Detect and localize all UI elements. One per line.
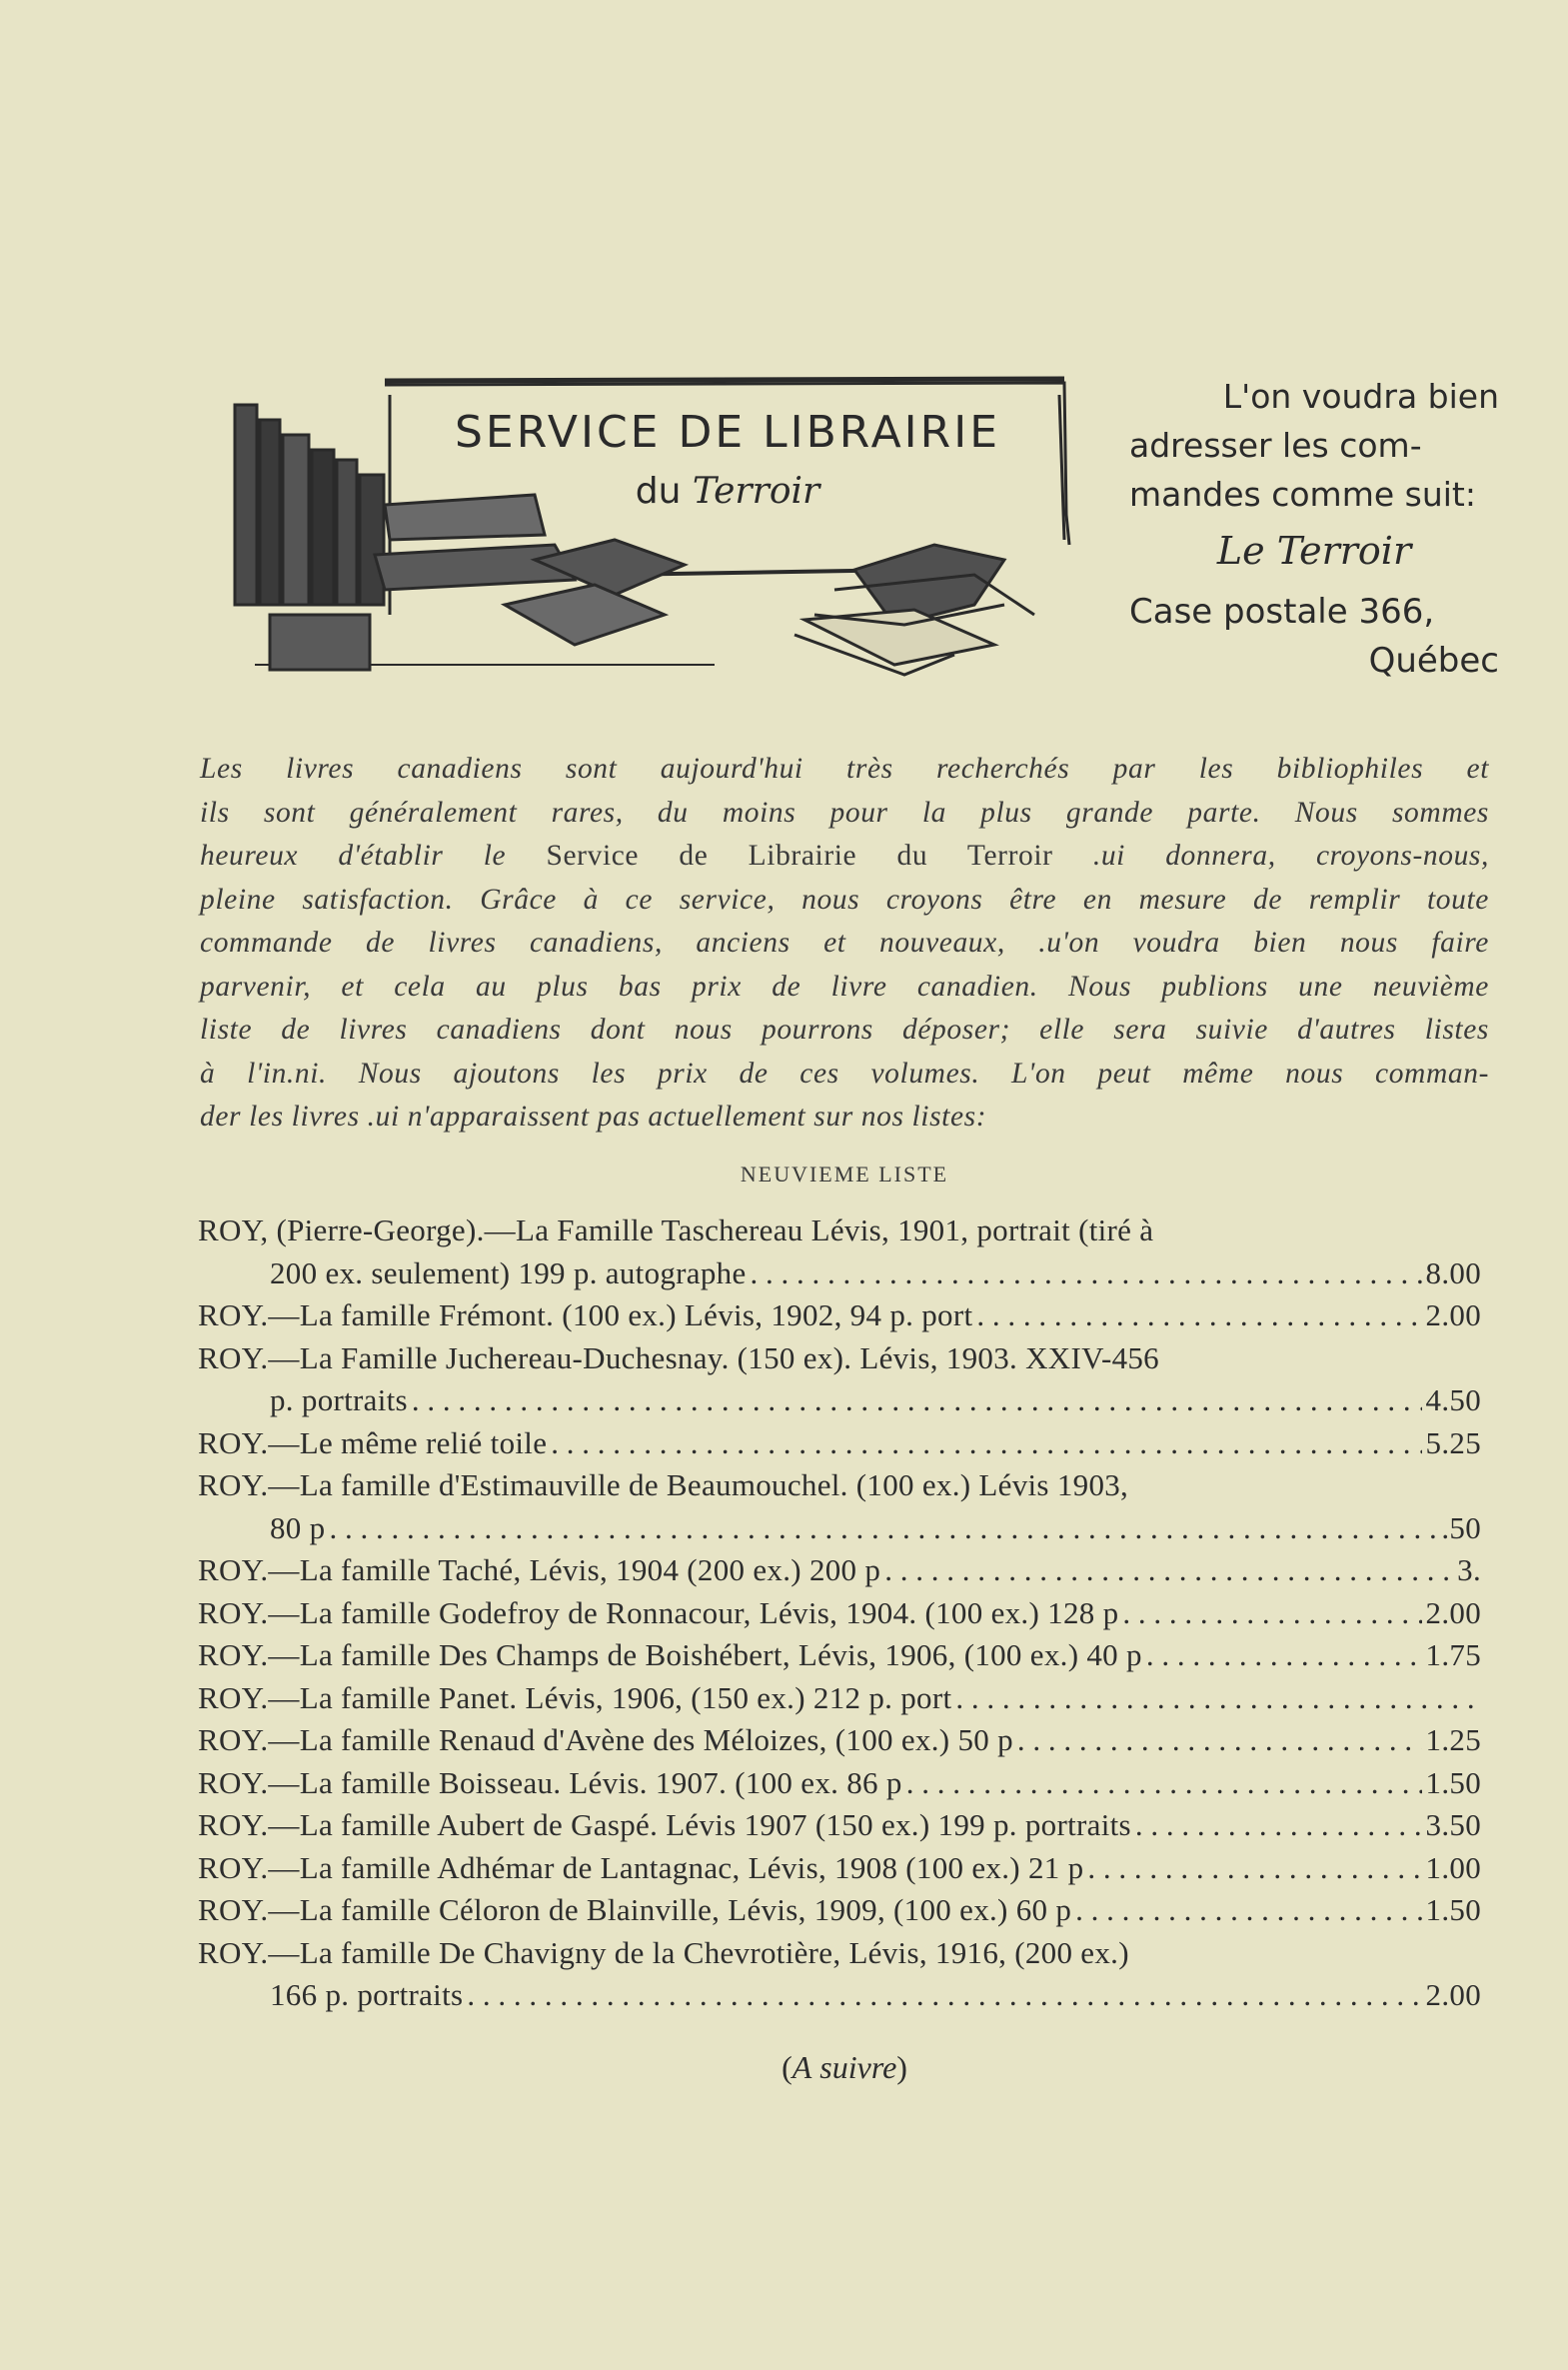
leader-dots [751,1252,1422,1295]
banner-subtitle-name: Terroir [692,471,820,512]
leader-dots [1146,1634,1422,1677]
banner-subtitle [433,471,1022,512]
list-item [198,1252,1481,1295]
banner-title: SERVICE DE LIBRAIRIE [454,407,1001,458]
leader-dots [551,1422,1421,1465]
list-item [198,1847,1481,1890]
entry-price: 4.50 [1425,1382,1481,1417]
entry-text: ROY.—La famille Boisseau. Lévis. 1907. (100 ex. 86 p [198,1764,902,1800]
list-item [198,1422,1481,1465]
entry-text: ROY.—La famille d'Estimauville de Beaumouchel. (100 ex.) Lévis 1903, [198,1467,1129,1502]
entry-text: ROY.—La famille Godefroy de Ronnacour, Lévis, 1904. (100 ex.) 128 p [198,1594,1119,1630]
entry-price: 1.75 [1425,1637,1481,1672]
entry-text: ROY.—La famille Taché, Lévis, 1904 (200 ex.) 200 p [198,1552,881,1587]
entry-text: p. portraits [270,1382,408,1417]
intro-line [200,835,1489,879]
list-item [198,1337,1481,1380]
leader-dots [1075,1889,1421,1932]
address-box: Case postale 366, [1129,592,1435,632]
address-line-2: adresser les com- [1129,426,1422,465]
list-heading-text: NEUVIEME LISTE [740,1162,949,1186]
paren-close: ) [896,2049,907,2085]
list-item [198,1379,1481,1422]
address-name: Le Terroir [1216,529,1412,573]
entry-price: 1.00 [1425,1849,1481,1885]
entry-text: 200 ex. seulement) 199 p. autographe [270,1254,747,1290]
list-item [198,1209,1481,1252]
leader-dots [329,1507,1437,1550]
leader-dots [1017,1719,1422,1762]
banner-subtitle-prefix: du [635,471,693,512]
leader-dots [884,1549,1453,1592]
entry-text: ROY.—La famille De Chavigny de la Chevrotière, Lévis, 1916, (200 ex.) [198,1934,1129,1970]
leader-dots [955,1677,1477,1720]
list-item [198,1804,1481,1847]
list-item [198,1592,1481,1635]
intro-service-name: Service de Librairie du Terroir [546,840,1053,872]
intro-line: ils sont généralement rares, du moins pour la plus grande parte. Nous sommes [200,796,1489,829]
entry-price: 2.00 [1425,1594,1481,1630]
entry-text: ROY.—La famille Panet. Lévis, 1906, (150 ex.) 212 p. port [198,1679,952,1715]
entry-text: ROY.—La Famille Juchereau-Duchesnay. (150 ex). Lévis, 1903. XXIV-456 [198,1339,1159,1375]
address-line-3: mandes comme suit: [1129,475,1476,514]
price-list [198,1209,1481,2017]
list-item [198,1889,1481,1932]
intro-paragraph [200,748,1489,1140]
intro-line: der les livres .ui n'apparaissent pas actuellement sur nos listes: [200,1101,987,1133]
list-item [198,1294,1481,1337]
list-item [198,1974,1481,2017]
entry-price: 1.50 [1425,1764,1481,1800]
entry-text: ROY.—La famille Aubert de Gaspé. Lévis 1907 (150 ex.) 199 p. portraits [198,1807,1131,1842]
entry-text: ROY, (Pierre-George).—La Famille Taschereau Lévis, 1901, portrait (tiré à [198,1212,1154,1247]
intro-line: Les livres canadiens sont aujourd'hui très recherchés par les bibliophiles et [200,753,1489,785]
entry-text: 166 p. portraits [270,1977,464,2012]
paren-open: ( [782,2049,792,2085]
address-city: Québec [1368,641,1499,681]
list-item [198,1549,1481,1592]
entry-price: 1.50 [1425,1892,1481,1927]
leader-dots [1122,1592,1421,1635]
entry-text: 80 p [270,1509,326,1545]
continued-suivre: suivre [819,2049,897,2085]
entry-text: ROY.—La famille Céloron de Blainville, Lévis, 1909, (100 ex.) 60 p [198,1892,1072,1927]
list-item [198,1719,1481,1762]
intro-fragment: heureux d'établir le [200,840,507,872]
intro-line: pleine satisfaction. Grâce à ce service, nous croyons être en mesure de remplir toute [200,883,1489,916]
librairie-banner [215,365,1094,710]
leader-dots [1135,1804,1422,1847]
intro-fragment: .ui donnera, croyons-nous, [1092,840,1489,872]
leader-dots [976,1294,1421,1337]
list-item [198,1634,1481,1677]
intro-line: commande de livres canadiens, anciens et nouveaux, .u'on voudra bien nous faire [200,927,1489,959]
entry-price: .50 [1441,1509,1481,1545]
entry-price: 3. [1457,1552,1481,1587]
entry-price: 8.00 [1425,1254,1481,1290]
list-item [198,1677,1481,1720]
address-block [1129,372,1499,686]
entry-price: 3.50 [1425,1807,1481,1842]
list-item [198,1507,1481,1550]
entry-text: ROY.—Le même relié toile [198,1424,548,1460]
list-item [198,1932,1481,1975]
entry-price: 2.00 [1425,1297,1481,1332]
list-item [198,1762,1481,1805]
leader-dots [467,1974,1421,2017]
intro-line: à l'in.ni. Nous ajoutons les prix de ces volumes. L'on peut même nous comman- [200,1057,1489,1090]
entry-text: ROY.—La famille Renaud d'Avène des Méloizes, (100 ex.) 50 p [198,1722,1013,1757]
intro-line: parvenir, et cela au plus bas prix de livre canadien. Nous publions une neuvième [200,970,1489,1003]
entry-text: ROY.—La famille Frémont. (100 ex.) Lévis, 1902, 94 p. port [198,1297,973,1332]
entry-price: 5.25 [1425,1424,1481,1460]
continued-a: A [791,2049,812,2085]
list-heading [0,1162,1568,1187]
list-item [198,1464,1481,1507]
leader-dots [412,1379,1422,1422]
entry-text: ROY.—La famille Adhémar de Lantagnac, Lévis, 1908 (100 ex.) 21 p [198,1849,1084,1885]
intro-line: liste de livres canadiens dont nous pourrons déposer; elle sera suivie d'autres listes [200,1014,1489,1046]
address-line-1: L'on voudra bien [1222,377,1499,416]
continued-note [0,2049,1568,2086]
leader-dots [1087,1847,1421,1890]
entry-text: ROY.—La famille Des Champs de Boishébert, Lévis, 1906, (100 ex.) 40 p [198,1637,1142,1672]
leader-dots [906,1762,1422,1805]
entry-price: 1.25 [1425,1722,1481,1757]
entry-price: 2.00 [1425,1977,1481,2012]
